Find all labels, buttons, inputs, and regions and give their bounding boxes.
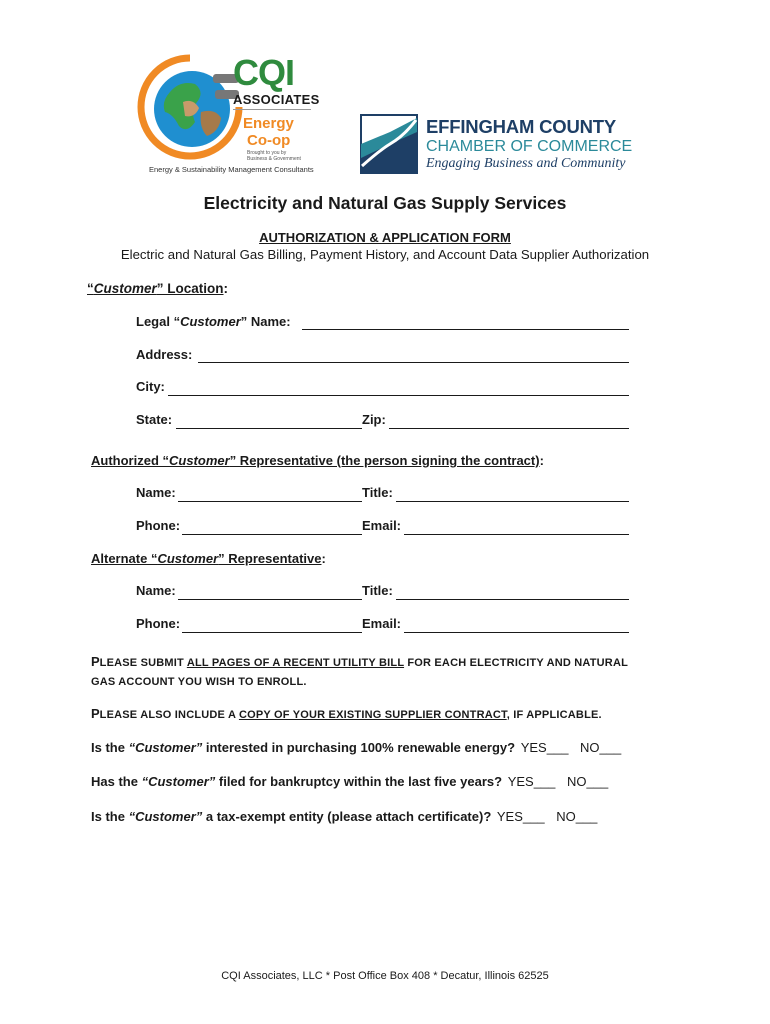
location-heading — [87, 281, 228, 296]
alt-email-label: Email: — [362, 616, 402, 631]
city-field[interactable] — [168, 395, 629, 396]
authorized-heading: Authorized “Customer” Representative (the person signing the contract): — [91, 453, 544, 468]
tax-exempt-yes[interactable]: YES___ — [496, 809, 545, 824]
auth-email-field[interactable] — [404, 534, 629, 535]
alt-phone-label: Phone: — [136, 616, 181, 631]
tax-exempt-no[interactable]: NO___ — [556, 809, 598, 824]
alt-email-field[interactable] — [404, 632, 629, 633]
city-label: City: — [136, 379, 165, 394]
cqi-tagline: Energy & Sustainability Management Consultants — [149, 165, 314, 174]
chamber-name: EFFINGHAM COUNTY — [426, 116, 617, 137]
auth-phone-label: Phone: — [136, 518, 181, 533]
state-field[interactable] — [176, 428, 362, 429]
location-colon: : — [223, 281, 229, 296]
bankruptcy-yes[interactable]: YES___ — [507, 774, 556, 789]
legal-name-label: Legal “Customer” Name: — [136, 314, 291, 329]
bankruptcy-no[interactable]: NO___ — [567, 774, 609, 789]
question-tax-exempt: Is the “Customer” a tax-exempt entity (please attach certificate)? YES___ NO___ — [91, 809, 598, 824]
cqi-wordmark: CQI — [233, 52, 295, 93]
energy-label: Energy — [243, 115, 294, 132]
alt-name-field[interactable] — [178, 599, 362, 600]
notice-supplier-contract: PLEASE ALSO INCLUDE A COPY OF YOUR EXISTING SUPPLIER CONTRACT, IF APPLICABLE. — [91, 706, 602, 721]
logo-small-2: Business & Government — [247, 156, 301, 162]
page-title: Electricity and Natural Gas Supply Services — [203, 193, 567, 213]
location-q2: ” Location — [156, 281, 224, 296]
renewable-yes[interactable]: YES___ — [520, 740, 569, 755]
chamber-subtitle: CHAMBER OF COMMERCE — [426, 138, 633, 155]
auth-title-field[interactable] — [396, 501, 629, 502]
alt-title-label: Title: — [362, 583, 393, 598]
chamber-logo — [360, 114, 632, 176]
legal-name-field[interactable] — [302, 329, 629, 330]
alt-name-label: Name: — [136, 583, 176, 598]
question-bankruptcy: Has the “Customer” filed for bankruptcy within the last five years? YES___ NO___ — [91, 774, 609, 789]
logo-small-1: Brought to you by — [247, 150, 287, 156]
auth-email-label: Email: — [362, 518, 402, 533]
form-subtitle: Electric and Natural Gas Billing, Payment History, and Account Data Supplier Authorization — [120, 247, 650, 262]
question-renewable: Is the “Customer” interested in purchasing 100% renewable energy? YES___ NO___ — [91, 740, 622, 755]
logo-divider — [233, 109, 311, 110]
cqi-associates: ASSOCIATES — [233, 92, 320, 107]
zip-label: Zip: — [362, 412, 386, 427]
zip-field[interactable] — [389, 428, 629, 429]
renewable-no[interactable]: NO___ — [580, 740, 622, 755]
auth-name-field[interactable] — [178, 501, 362, 502]
alternate-heading: Alternate “Customer” Representative: — [91, 551, 326, 566]
notice-utility-bill: PLEASE SUBMIT ALL PAGES OF A RECENT UTILITY BILL FOR EACH ELECTRICITY AND NATURAL GAS ACCOUNT YOU WISH TO ENROLL. — [91, 654, 629, 688]
location-word: Customer — [93, 281, 157, 296]
chamber-emblem-icon — [360, 114, 418, 174]
alt-title-field[interactable] — [396, 599, 629, 600]
location-q1: “ — [87, 281, 94, 296]
address-label: Address: — [136, 347, 193, 362]
auth-name-label: Name: — [136, 485, 176, 500]
alt-phone-field[interactable] — [182, 632, 362, 633]
address-field[interactable] — [198, 362, 629, 363]
coop-label: Co-op — [247, 132, 291, 149]
globe-plug-icon — [135, 52, 245, 162]
form-title: AUTHORIZATION & APPLICATION FORM — [259, 230, 511, 245]
state-label: State: — [136, 412, 173, 427]
cqi-logo — [135, 52, 325, 182]
auth-phone-field[interactable] — [182, 534, 362, 535]
chamber-tagline: Engaging Business and Community — [426, 156, 626, 171]
auth-title-label: Title: — [362, 485, 393, 500]
footer-address: CQI Associates, LLC * Post Office Box 408 * Decatur, Illinois 62525 — [221, 970, 549, 982]
